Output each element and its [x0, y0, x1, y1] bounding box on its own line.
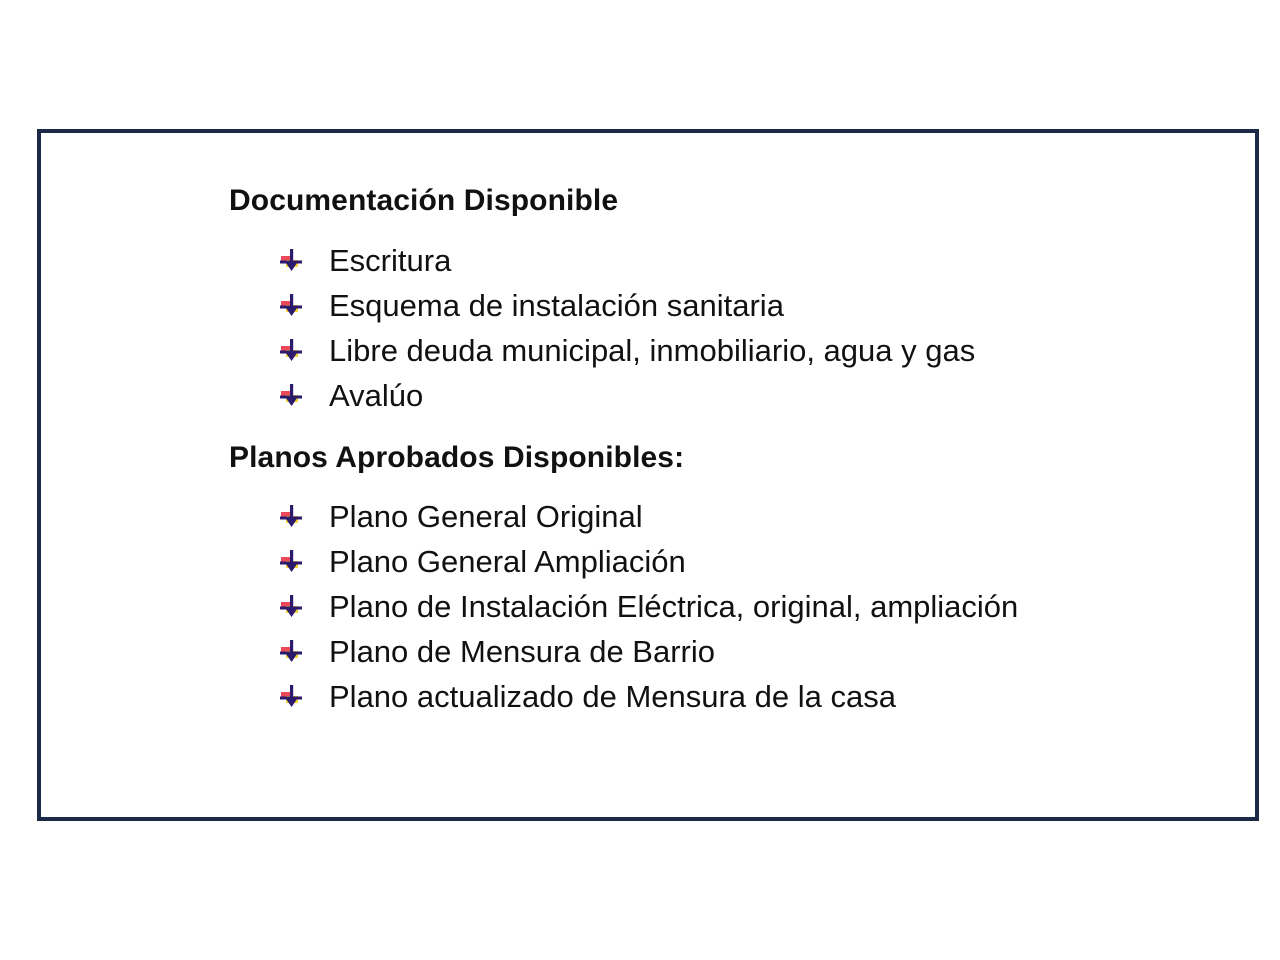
- down-arrow-bullet-icon: [279, 638, 305, 664]
- list-item: [279, 328, 1179, 373]
- list-item-label: Plano de Instalación Eléctrica, original, ampliación: [329, 589, 1019, 624]
- list-item-label: Libre deuda municipal, inmobiliario, agua y gas: [329, 333, 976, 368]
- down-arrow-bullet-icon: [279, 292, 305, 318]
- list-item: [279, 629, 1179, 674]
- list-item-label: Plano de Mensura de Barrio: [329, 634, 716, 669]
- document-frame: [37, 129, 1259, 821]
- down-arrow-bullet-icon: [279, 247, 305, 273]
- list-item-label: Escritura: [329, 243, 452, 278]
- list-item-label: Esquema de instalación sanitaria: [329, 288, 784, 323]
- list-item: [279, 494, 1179, 539]
- down-arrow-bullet-icon: [279, 683, 305, 709]
- list-item: [279, 584, 1179, 629]
- planos-list: [229, 494, 1179, 719]
- list-item: [279, 283, 1179, 328]
- list-item: [279, 238, 1179, 283]
- down-arrow-bullet-icon: [279, 337, 305, 363]
- down-arrow-bullet-icon: [279, 503, 305, 529]
- down-arrow-bullet-icon: [279, 593, 305, 619]
- list-item: [279, 674, 1179, 719]
- list-item-label: Plano General Original: [329, 499, 643, 534]
- list-item-label: Plano actualizado de Mensura de la casa: [329, 679, 896, 714]
- documentacion-list: [229, 238, 1179, 418]
- list-item: [279, 373, 1179, 418]
- section-title-documentacion: Documentación Disponible: [229, 184, 619, 217]
- down-arrow-bullet-icon: [279, 382, 305, 408]
- list-item-label: Plano General Ampliación: [329, 544, 686, 579]
- document-content: [229, 183, 1179, 719]
- list-item: [279, 539, 1179, 584]
- list-item-label: Avalúo: [329, 378, 424, 413]
- section-title-planos: Planos Aprobados Disponibles:: [229, 441, 685, 474]
- down-arrow-bullet-icon: [279, 548, 305, 574]
